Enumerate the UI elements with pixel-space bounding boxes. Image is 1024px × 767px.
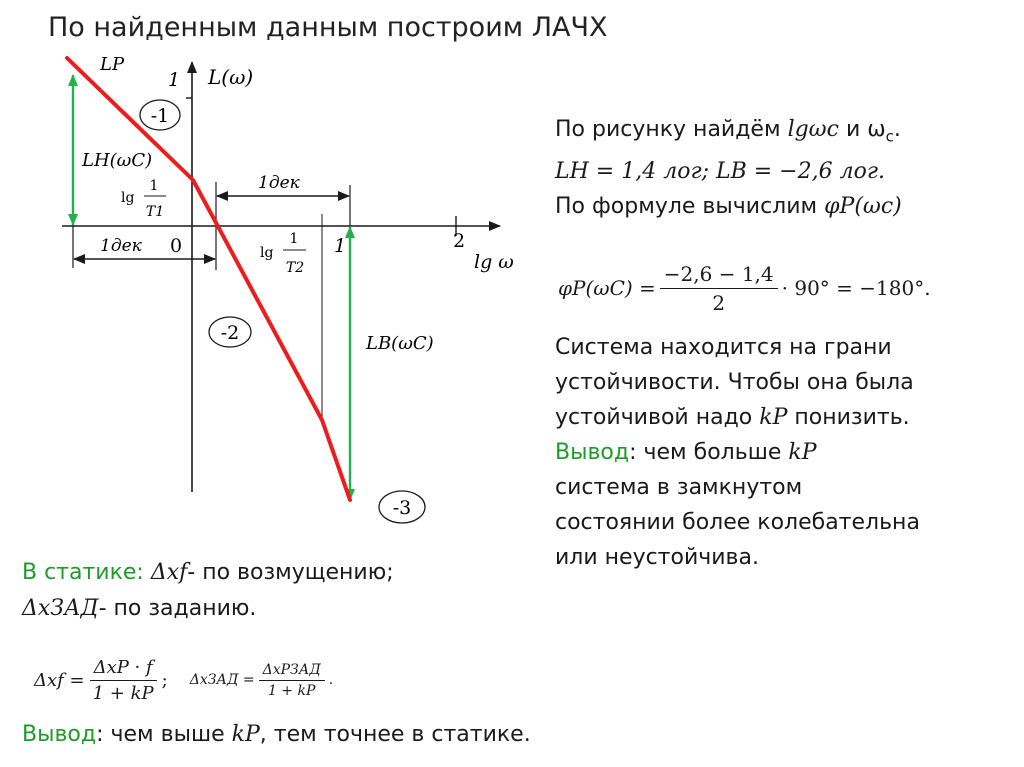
- phase-formula-rhs: · 90° = −180°.: [781, 276, 931, 300]
- slide-title: По найденным данным построим ЛАЧХ: [48, 12, 608, 43]
- right-panel: [555, 112, 1015, 224]
- kp-symbol-2: kP: [788, 440, 817, 465]
- x-tick-2-label: 2: [453, 230, 466, 252]
- static-f1-sep: ;: [161, 669, 168, 691]
- system-line-3-text: устойчивой надо: [555, 405, 760, 430]
- static-f2-numerator: ΔxPЗАД: [259, 662, 325, 681]
- right-line-2: LН = 1,4 лог; LВ = −2,6 лог.: [555, 159, 885, 185]
- system-line-3: [555, 400, 1015, 435]
- lg-t1-den: T1: [145, 204, 165, 220]
- slope-1-label: -1: [150, 105, 170, 127]
- static-f2-lhs: ΔxЗАД =: [189, 672, 255, 688]
- phase-formula-fraction: [660, 262, 778, 315]
- lg-t2-prefix: lg: [260, 245, 274, 261]
- dec-label-left: 1дек: [100, 236, 142, 256]
- static-f1-lhs: Δxf =: [34, 669, 85, 691]
- right-line-1-text: По рисунку найдём: [555, 117, 788, 142]
- static-panel: [22, 555, 542, 627]
- x-tick-0-label: 0: [170, 235, 183, 257]
- bottom-conclusion-text-a: : чем выше: [96, 722, 232, 747]
- x-tick-1-label: 1: [334, 235, 347, 257]
- lg-t2-num: 1: [289, 231, 299, 247]
- static-line-2-text: - по заданию.: [98, 596, 257, 621]
- x-axis-label: lg ω: [474, 251, 514, 273]
- static-f1-numerator: ΔxP · f: [90, 657, 157, 681]
- system-line-2: устойчивости. Чтобы она была: [555, 370, 914, 395]
- lg-t1-num: 1: [149, 178, 159, 194]
- static-f1-denominator: 1 + kP: [92, 682, 154, 704]
- bottom-conclusion-label: Вывод: [22, 722, 97, 747]
- slope-2-label: -2: [220, 322, 240, 344]
- right-line-1-end: .: [893, 117, 901, 142]
- conclusion-label: Вывод: [555, 440, 630, 465]
- dec-label-top: 1дек: [258, 173, 300, 193]
- static-line-1: [22, 555, 542, 591]
- static-f1-fraction: [89, 657, 158, 704]
- conclusion-line-3: состоянии более колебательна: [555, 510, 920, 535]
- conclusion-line-1-text: : чем больше: [629, 440, 789, 465]
- bottom-conclusion-text-b: , тем точнее в статике.: [259, 722, 531, 747]
- phase-formula-denominator: 2: [712, 290, 726, 315]
- delta-xzad: ΔxЗАД: [22, 596, 99, 621]
- phase-formula-numerator: −2,6 − 1,4: [660, 262, 778, 289]
- right-line-1: [555, 112, 1015, 154]
- static-line-1-text: - по возмущению;: [187, 560, 394, 585]
- right-line-1-and: и ω: [838, 117, 886, 142]
- static-f2-end: .: [328, 672, 334, 688]
- static-f2-fraction: [259, 662, 325, 699]
- system-line-3-end: понизить.: [787, 405, 910, 430]
- lg-omega-c: lgωc: [787, 117, 839, 142]
- conclusion-line-1: [555, 435, 1015, 470]
- kp-symbol-3: kP: [231, 722, 260, 747]
- omega-c-sub: c: [885, 127, 894, 146]
- system-line-1: Система находится на грани: [555, 335, 892, 360]
- y-tick-1-label: 1: [168, 69, 181, 91]
- right-line-3: [555, 189, 1015, 224]
- conclusion-line-2: система в замкнутом: [555, 475, 803, 500]
- phi-p-omega: φP(ωc): [824, 194, 902, 220]
- delta-xf: Δxf: [150, 560, 188, 585]
- y-axis-label: L(ω): [208, 65, 254, 89]
- static-formulas: [34, 645, 333, 715]
- kp-symbol: kP: [759, 405, 788, 430]
- lb-label: LB(ωC): [366, 333, 434, 354]
- lg-t1-prefix: lg: [121, 190, 135, 206]
- static-line-2: [22, 591, 542, 627]
- static-f2-denominator: 1 + kP: [267, 682, 316, 699]
- slope-3-label: -3: [392, 497, 412, 519]
- conclusion-panel: [555, 330, 1015, 575]
- lg-t2-den: T2: [285, 260, 305, 276]
- static-label: В статике:: [22, 560, 144, 585]
- lafc-curve: [67, 58, 350, 500]
- right-line-3-text: По формуле вычислим: [555, 194, 825, 220]
- curve-label: LP: [100, 54, 125, 75]
- lh-label: LH(ωC): [82, 150, 153, 171]
- conclusion-line-4: или неустойчива.: [555, 545, 759, 570]
- phase-formula: [558, 248, 931, 328]
- bottom-conclusion: [22, 722, 531, 747]
- phase-formula-lhs: φP(ωC) =: [558, 276, 656, 300]
